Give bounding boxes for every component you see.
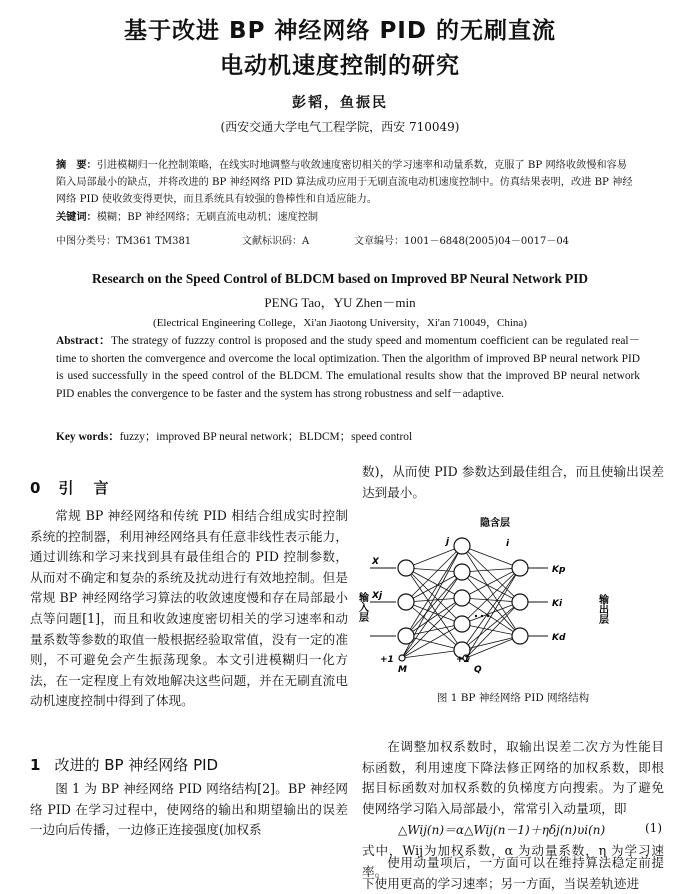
ellipsis-dot-0 bbox=[475, 615, 477, 617]
document-code: 文献标识码：A bbox=[242, 236, 310, 247]
section-1-number: 1 bbox=[30, 756, 41, 774]
abstract-en-label: Abstract： bbox=[56, 335, 111, 347]
equation-1: △Wij(n)＝α△Wij(n－1)＋ηδj(n)υi(n) bbox=[398, 823, 606, 837]
figure-caption: 图 1 BP 神经网络 PID 网络结构 bbox=[436, 692, 590, 704]
input-index-label: j bbox=[446, 537, 450, 547]
section-0-number: 0 bbox=[30, 479, 41, 497]
bias-left-sub-label: M bbox=[398, 665, 407, 675]
input-x-label: X bbox=[372, 557, 379, 567]
hidden-index-label: i bbox=[506, 539, 510, 549]
equation-1-number: (1) bbox=[645, 821, 662, 835]
output-node-0 bbox=[512, 560, 528, 576]
affiliation: (西安交通大学电气工程学院，西安 710049) bbox=[220, 120, 460, 134]
abstract-cn bbox=[56, 157, 636, 208]
output-layer-label: 输出层 bbox=[596, 594, 608, 624]
keywords-en-label: Key words： bbox=[56, 431, 120, 443]
abstract-en-text: The strategy of fuzzzy control is proposed and the study speed and momentum coefficient can be regulated real－time to shorten the comvergence and overcome the local optimization. Then the algorithm of improved BP neural network PID is used successfully in the speed control of the BLDCM. The emulational results show that the improved BP neural network PID enables the convergence to be faster and the system has strong robustness and self－adaptive. bbox=[56, 335, 640, 400]
abstract-cn-label: 摘 要： bbox=[56, 160, 97, 171]
section-1-title: 改进的 BP 神经网络 PID bbox=[54, 756, 219, 774]
right-column-continuation: 数)，从而使 PID 参数达到最佳组合，而且使输出误差达到最小。 bbox=[362, 464, 664, 500]
english-title: Research on the Speed Control of BLDCM based on Improved BP Neural Network PID bbox=[91, 271, 589, 286]
right-column-paragraph-3: 式中，Wij为加权系数，α 为动量系数，η 为学习速率。 bbox=[362, 843, 664, 879]
ellipsis-dot-2 bbox=[487, 615, 489, 617]
output-kd-label: Kd bbox=[552, 633, 566, 643]
english-affiliation: (Electrical Engineering College，Xi'an Jiaotong University，Xi'an 710049，China) bbox=[153, 317, 527, 329]
bias-node-m bbox=[399, 655, 405, 661]
output-node-2 bbox=[512, 628, 528, 644]
edge-h-2-out-1 bbox=[462, 598, 520, 602]
input-node-2 bbox=[398, 628, 414, 644]
output-kp-label: Kp bbox=[552, 565, 566, 575]
hidden-node-0 bbox=[454, 538, 470, 554]
hidden-layer-label: 隐含层 bbox=[480, 518, 510, 529]
title-line-1: 基于改进 BP 神经网络 PID 的无刷直流 bbox=[124, 18, 556, 44]
right-column-paragraph-2: 在调整加权系数时，取输出误差二次方为性能目标函数，利用速度下降法修正网络的加权系数，即根据目标函数对加权系数的负梯度方向搜索。为了避免使网络学习陷入局部最小，常常引入动量项，即 bbox=[362, 739, 664, 816]
keywords-en-text: fuzzy；improved BP neural network；BLDCM；speed control bbox=[119, 431, 413, 443]
right-column-paragraph-4: 使用动量项后，一方面可以在维持算法稳定前提下使用更高的学习速率；另一方面，当误差轨迹进 bbox=[362, 855, 664, 891]
input-layer-label: 输入层 bbox=[356, 592, 368, 622]
edge-bias-m-h-4 bbox=[402, 650, 462, 658]
output-node-1 bbox=[512, 594, 528, 610]
section-0-heading bbox=[30, 477, 128, 498]
edge-bias-q-out-1 bbox=[466, 602, 520, 658]
keywords-en bbox=[56, 428, 640, 444]
intro-paragraph: 常规 BP 神经网络和传统 PID 相结合组成实时控制系统的控制器，利用神经网络具有任意非线性表示能力，通过训练和学习来找到具有最佳组合的 PID 控制参数，从而对不确定和复杂的系统及扰动进行有效地控制。但是常规 BP 神经网络学习算法的收敛速度慢和存在局部最小点等问题[1]，而且和收敛速度密切相关的学习速率和动量系数等参数的取值一般根据经验取常值，没有一定的准则，不可避免会产生振荡现象。本文引进模糊归一化方法，在一定程度上有效地解决这些问题，并在无刷直流电动机速度控制中得到了体现。 bbox=[30, 508, 348, 709]
hidden-node-1 bbox=[454, 564, 470, 580]
input-node-1 bbox=[398, 594, 414, 610]
edge-h-0-out-0 bbox=[462, 546, 520, 568]
bias-right-label: +1 bbox=[456, 655, 470, 665]
title-line-2: 电动机速度控制的研究 bbox=[220, 53, 460, 79]
english-authors: PENG Tao，YU Zhen－min bbox=[264, 295, 416, 310]
edge-in-0-h-0 bbox=[406, 546, 462, 568]
section-1-paragraph: 图 1 为 BP 神经网络 PID 网络结构[2]。BP 神经网络 PID 在学习过程中，使网络的输出和期望输出的误差一边向后传播，一边修正连接强度(加权系 bbox=[30, 781, 348, 838]
bias-left-label: +1 bbox=[380, 655, 394, 665]
ellipsis-dot-1 bbox=[481, 615, 483, 617]
keywords-cn-text: 模糊；BP 神经网络；无刷直流电动机；速度控制 bbox=[96, 212, 319, 223]
edge-h-0-out-2 bbox=[462, 546, 520, 636]
input-xj-label: Xj bbox=[372, 591, 383, 601]
authors: 彭韬，鱼振民 bbox=[292, 95, 388, 111]
hidden-node-3 bbox=[454, 616, 470, 632]
section-0-title: 引言 bbox=[58, 479, 129, 497]
abstract-en bbox=[56, 333, 640, 403]
keywords-cn-label: 关键词： bbox=[56, 212, 97, 223]
hidden-node-2 bbox=[454, 590, 470, 606]
edge-in-1-h-3 bbox=[406, 602, 462, 624]
section-1-heading bbox=[30, 754, 218, 775]
output-ki-label: Ki bbox=[552, 599, 563, 609]
article-number: 文章编号：1001－6848(2005)04－0017－04 bbox=[354, 236, 570, 247]
edge-h-3-out-1 bbox=[462, 602, 520, 624]
edge-h-1-out-0 bbox=[462, 568, 520, 572]
keywords-cn bbox=[56, 209, 636, 226]
bp-network-diagram bbox=[356, 512, 664, 687]
abstract-cn-text: 引进模糊归一化控制策略，在线实时地调整与收敛速度密切相关的学习速率和动量系数，克服了 BP 网络收敛慢和容易陷入局部最小的缺点，并将改进的 BP 神经网络 PID 算法成功应用于无刷直流电动机速度控制中。仿真结果表明，改进 BP 神经网络 PID 使收敛变得更快，而且系统具有较强的鲁棒性和自适应能力。 bbox=[56, 160, 633, 205]
bias-right-sub-label: Q bbox=[474, 665, 482, 675]
input-node-0 bbox=[398, 560, 414, 576]
clc-number: 中图分类号：TM361 TM381 bbox=[56, 236, 192, 247]
edge-bias-q-out-0 bbox=[466, 568, 520, 658]
